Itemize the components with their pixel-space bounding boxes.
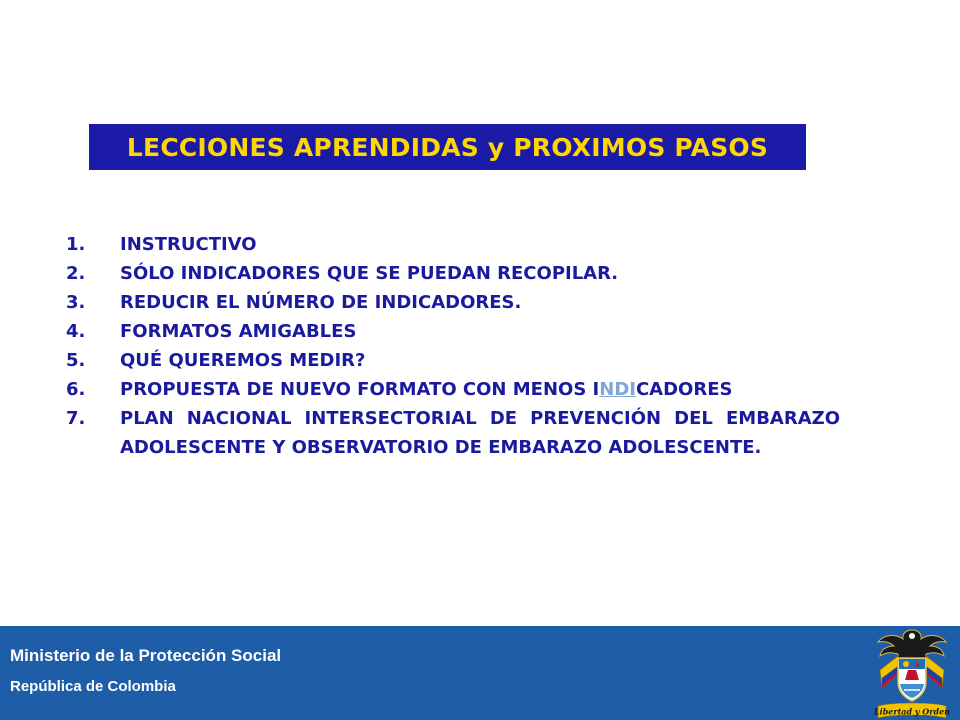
- list-item: [62, 317, 840, 346]
- footer-country: República de Colombia: [10, 678, 176, 695]
- list-item: [62, 288, 840, 317]
- lessons-list: [62, 230, 840, 462]
- list-item-number: 1.: [66, 234, 86, 255]
- list-item-number: 4.: [66, 321, 86, 342]
- list-item-text: PLAN NACIONAL INTERSECTORIAL DE PREVENCIÓN DEL EMBARAZO ADOLESCENTE Y OBSERVATORIO DE EMBARAZO ADOLESCENTE.: [120, 408, 840, 458]
- list-item: [62, 346, 840, 375]
- list-item-text: QUÉ QUEREMOS MEDIR?: [120, 350, 366, 371]
- list-item: [62, 404, 840, 462]
- list-item-text: INSTRUCTIVO: [120, 234, 257, 255]
- list-item-text: REDUCIR EL NÚMERO DE INDICADORES.: [120, 292, 522, 313]
- indicadores-link[interactable]: NDI: [599, 379, 636, 400]
- list-item: [62, 230, 840, 259]
- list-item-number: 3.: [66, 292, 86, 313]
- footer-organization: Ministerio de la Protección Social: [10, 646, 282, 665]
- svg-text:Libertad y Orden: Libertad y Orden: [874, 706, 950, 717]
- list-item: [62, 375, 840, 404]
- title-banner: [89, 124, 806, 170]
- list-item: [62, 259, 840, 288]
- colombia-coat-of-arms-icon: [872, 626, 952, 720]
- list-item-text-end: CADORES: [635, 379, 733, 400]
- list-item-text-start: PROPUESTA DE NUEVO FORMATO CON MENOS I: [120, 379, 600, 400]
- list-item-number: 2.: [66, 263, 86, 284]
- slide-title: LECCIONES APRENDIDAS y PROXIMOS PASOS: [126, 132, 769, 162]
- list-item-number: 5.: [66, 350, 86, 371]
- list-item-text: [120, 375, 840, 404]
- list-item-text: FORMATOS AMIGABLES: [120, 321, 357, 342]
- list-item-text: SÓLO INDICADORES QUE SE PUEDAN RECOPILAR.: [120, 263, 619, 284]
- list-item-number: 7.: [66, 408, 86, 429]
- list-item-number: 6.: [66, 379, 86, 400]
- footer-bar: [0, 626, 960, 720]
